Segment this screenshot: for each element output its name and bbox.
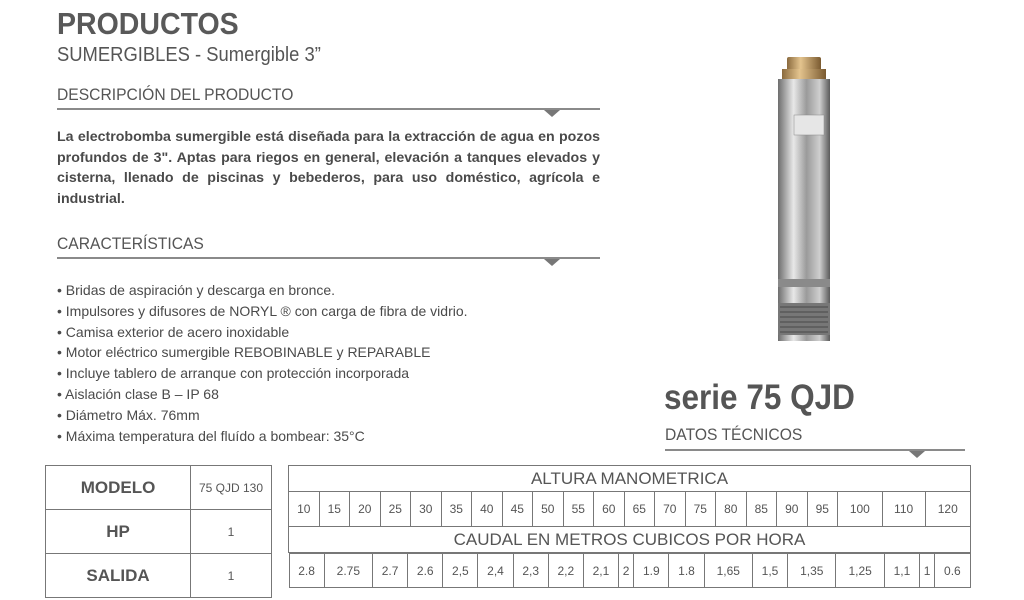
triangle-down-icon — [544, 259, 560, 266]
table-row — [289, 554, 970, 588]
flow-value-cell: 2,3 — [513, 554, 548, 588]
head-value-cell: 35 — [441, 492, 472, 527]
list-item: • Incluye tablero de arranque con protección incorporada — [57, 363, 468, 384]
list-item: • Aislación clase B – IP 68 — [57, 384, 468, 405]
head-value-cell: 55 — [563, 492, 594, 527]
performance-table — [288, 465, 971, 588]
head-value-cell: 90 — [777, 492, 808, 527]
table-row — [46, 466, 272, 510]
head-value-cell: 120 — [925, 492, 971, 527]
list-item: • Máxima temperatura del fluído a bombear: 35°C — [57, 426, 468, 447]
flow-value-cell: 1,5 — [752, 554, 787, 588]
head-label: ALTURA MANOMETRICA — [289, 466, 971, 492]
flow-table — [289, 553, 971, 588]
flow-value-cell: 1,35 — [788, 554, 836, 588]
head-value-cell: 110 — [882, 492, 925, 527]
hp-label: HP — [46, 510, 191, 554]
list-item: • Camisa exterior de acero inoxidable — [57, 322, 468, 343]
head-value-cell: 15 — [319, 492, 350, 527]
flow-value-cell: 1,65 — [704, 554, 752, 588]
page-subtitle: SUMERGIBLES - Sumergible 3” — [57, 44, 321, 66]
head-value-cell: 70 — [655, 492, 686, 527]
table-row — [289, 527, 971, 553]
head-value-cell: 40 — [472, 492, 503, 527]
technical-data-heading: DATOS TÉCNICOS — [665, 425, 803, 444]
features-list — [57, 280, 468, 446]
flow-value-cell: 1,25 — [836, 554, 884, 588]
flow-value-cell: 2,5 — [443, 554, 478, 588]
head-value-cell: 45 — [502, 492, 533, 527]
list-item: • Diámetro Máx. 76mm — [57, 405, 468, 426]
head-value-cell: 50 — [533, 492, 564, 527]
head-value-cell: 25 — [380, 492, 411, 527]
table-row — [46, 554, 272, 598]
description-divider — [57, 108, 600, 110]
list-item: • Bridas de aspiración y descarga en bronce. — [57, 280, 468, 301]
series-title: serie 75 QJD — [664, 378, 855, 417]
table-row — [289, 553, 971, 589]
flow-cell-wrapper — [289, 553, 971, 589]
head-value-cell: 30 — [411, 492, 442, 527]
specs-table — [45, 465, 272, 598]
flow-value-cell: 2,1 — [583, 554, 618, 588]
flow-value-cell: 0.6 — [935, 554, 970, 588]
flow-value-cell: 2.8 — [289, 554, 324, 588]
list-item: • Impulsores y difusores de NORYL ® con carga de fibra de vidrio. — [57, 301, 468, 322]
list-item: • Motor eléctrico sumergible REBOBINABLE y REPARABLE — [57, 342, 468, 363]
head-value-cell: 80 — [716, 492, 747, 527]
features-heading: CARACTERÍSTICAS — [57, 234, 204, 253]
flow-value-cell: 1 — [920, 554, 935, 588]
flow-value-cell: 2.75 — [324, 554, 372, 588]
triangle-down-icon — [544, 110, 560, 117]
flow-value-cell: 1.9 — [634, 554, 669, 588]
features-divider — [57, 257, 600, 259]
table-row — [289, 492, 971, 527]
flow-value-cell: 1.8 — [669, 554, 704, 588]
model-label: MODELO — [46, 466, 191, 510]
flow-value-cell: 2 — [619, 554, 634, 588]
outlet-label: SALIDA — [46, 554, 191, 598]
outlet-value: 1 — [191, 554, 272, 598]
description-heading: DESCRIPCIÓN DEL PRODUCTO — [57, 85, 294, 104]
flow-value-cell: 2.6 — [408, 554, 443, 588]
flow-value-cell: 2.7 — [373, 554, 408, 588]
hp-value: 1 — [191, 510, 272, 554]
flow-label: CAUDAL EN METROS CUBICOS POR HORA — [289, 527, 971, 553]
flow-value-cell: 2,4 — [478, 554, 513, 588]
head-value-cell: 60 — [594, 492, 625, 527]
head-value-cell: 85 — [746, 492, 777, 527]
page-title: PRODUCTOS — [57, 6, 239, 41]
head-value-cell: 75 — [685, 492, 716, 527]
pump-image — [760, 55, 850, 345]
model-value: 75 QJD 130 — [191, 466, 272, 510]
head-value-cell: 65 — [624, 492, 655, 527]
flow-value-cell: 2,2 — [548, 554, 583, 588]
head-value-cell: 100 — [838, 492, 883, 527]
flow-value-cell: 1,1 — [884, 554, 919, 588]
head-value-cell: 95 — [807, 492, 838, 527]
head-value-cell: 10 — [289, 492, 320, 527]
triangle-down-icon — [909, 451, 925, 458]
head-value-cell: 20 — [350, 492, 381, 527]
table-row — [46, 510, 272, 554]
description-text: La electrobomba sumergible está diseñada para la extracción de agua en pozos profundos de 3". Aptas para riegos en general, elevación a tanques elevados y cisterna, llenado de piscinas y bebederos, para uso doméstico, agrícola e industrial. — [57, 129, 600, 207]
table-row — [289, 466, 971, 492]
